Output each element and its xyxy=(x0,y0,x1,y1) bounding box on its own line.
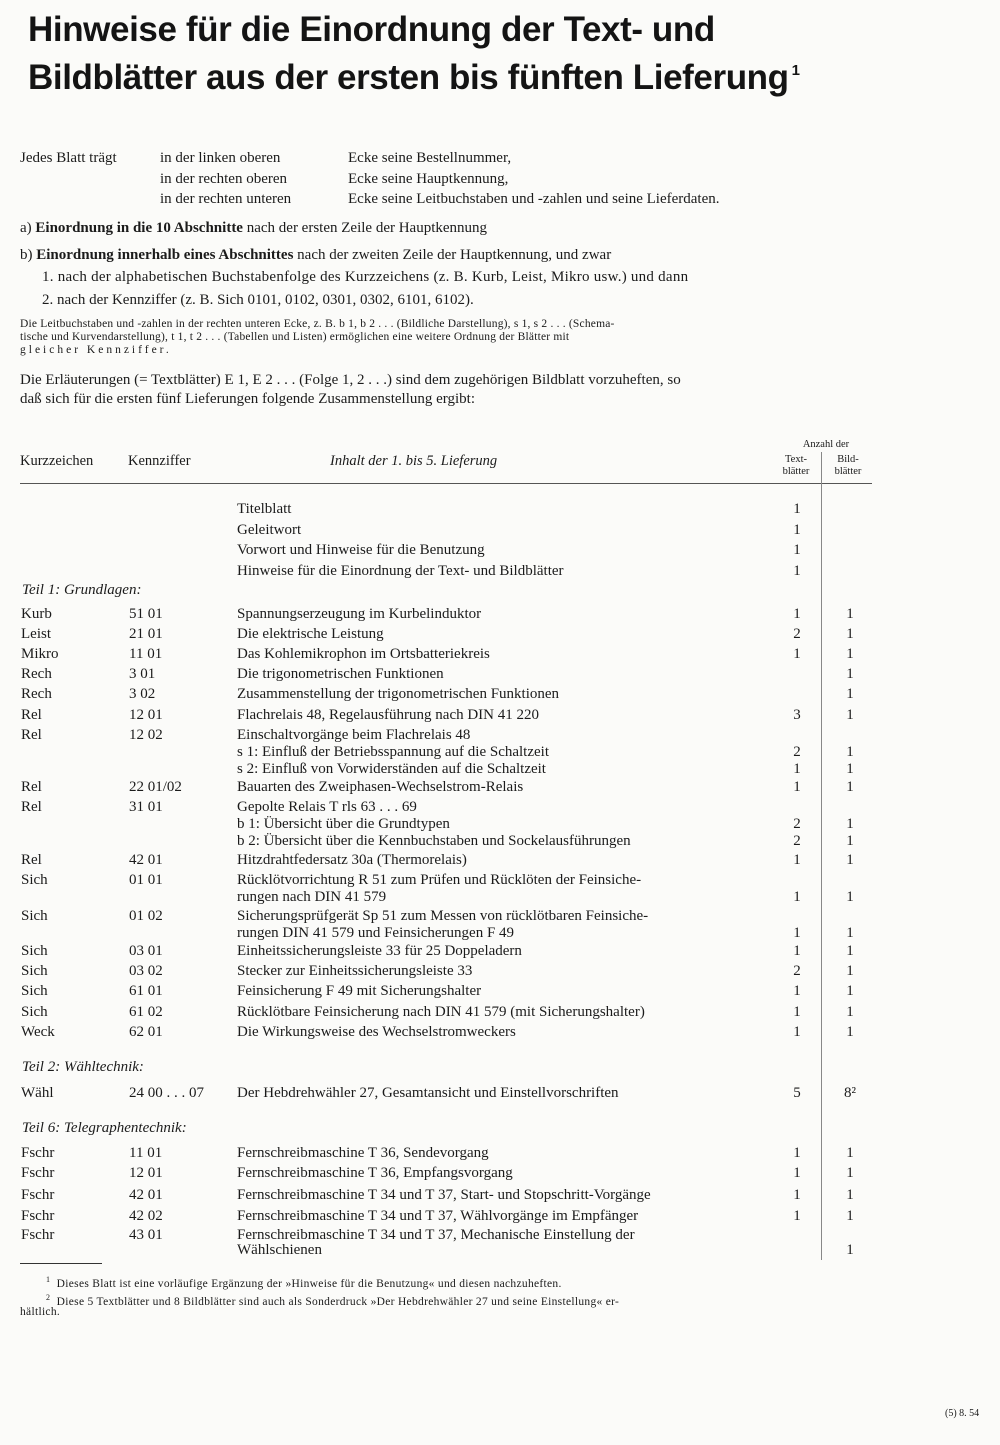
row-textblaetter: 1 xyxy=(793,943,801,959)
row-textblaetter: 1 xyxy=(793,522,801,538)
table-row xyxy=(0,1187,1000,1205)
row-textblaetter: 1 xyxy=(793,852,801,868)
col-header-text-2: blätter xyxy=(782,466,810,477)
row-bildblaetter: 1 xyxy=(846,983,854,999)
rule-b-bold: Einordnung innerhalb eines Abschnittes xyxy=(36,247,294,263)
table-row xyxy=(0,744,1000,762)
row-textblaetter: 1 xyxy=(793,646,801,662)
row-inhalt: Spannungserzeugung im Kurbelinduktor xyxy=(237,606,482,622)
table-row xyxy=(0,833,1000,851)
row-inhalt: b 2: Übersicht über die Kennbuchstaben und Sockelausführungen xyxy=(237,833,631,849)
table-row xyxy=(0,816,1000,834)
row-inhalt: Fernschreibmaschine T 34 und T 37, Mechanische Einstellung der xyxy=(237,1227,635,1243)
footnote-1-text: Dieses Blatt ist eine vorläufige Ergänzung der »Hinweise für die Benutzung« und diesen nachzuheften. xyxy=(56,1277,562,1290)
table-row xyxy=(0,1145,1000,1163)
row-kurzzeichen: Sich xyxy=(21,1004,48,1020)
row-bildblaetter: 1 xyxy=(846,833,854,849)
rule-a-text: nach der ersten Zeile der Hauptkennung xyxy=(246,220,488,236)
row-bildblaetter: 1 xyxy=(846,779,854,795)
row-kennziffer: 12 02 xyxy=(129,727,163,743)
row-inhalt: rungen nach DIN 41 579 xyxy=(237,889,387,905)
rule-b-1: 1. nach der alphabetischen Buchstabenfolge des Kurzzeichens (z. B. Kurb, Leist, Mikro usw.) und dann xyxy=(42,269,689,285)
row-inhalt: Vorwort und Hinweise für die Benutzung xyxy=(237,542,485,558)
table-row xyxy=(0,666,1000,684)
row-kennziffer: 11 01 xyxy=(129,646,163,662)
intro-line-1-text: Ecke seine Bestellnummer, xyxy=(348,150,512,166)
row-kennziffer: 31 01 xyxy=(129,799,163,815)
intro-lead: Jedes Blatt trägt xyxy=(20,150,117,166)
row-inhalt: Einheitssicherungsleiste 33 für 25 Doppeladern xyxy=(237,943,522,959)
row-kennziffer: 42 01 xyxy=(129,852,163,868)
row-kurzzeichen: Rech xyxy=(21,686,52,702)
table-row xyxy=(0,983,1000,1001)
footnote-1 xyxy=(46,1275,562,1290)
table-row xyxy=(0,522,1000,540)
row-inhalt: Fernschreibmaschine T 34 und T 37, Start- und Stopschritt-Vorgänge xyxy=(237,1187,651,1203)
row-bildblaetter: 1 xyxy=(846,686,854,702)
row-bildblaetter: 1 xyxy=(846,925,854,941)
col-header-bild-1: Bild- xyxy=(837,454,859,465)
rule-b-label: b) xyxy=(20,247,33,263)
footnote-rule xyxy=(20,1263,102,1264)
page-code: (5) 8. 54 xyxy=(945,1408,980,1419)
table-row xyxy=(0,626,1000,644)
row-inhalt: s 2: Einfluß von Vorwiderständen auf die Schaltzeit xyxy=(237,761,546,777)
row-bildblaetter: 1 xyxy=(846,1165,854,1181)
row-textblaetter: 2 xyxy=(793,833,801,849)
title-footnote-mark: 1 xyxy=(791,62,800,79)
row-kennziffer: 61 01 xyxy=(129,983,163,999)
row-inhalt: s 1: Einfluß der Betriebsspannung auf die Schaltzeit xyxy=(237,744,550,760)
row-textblaetter: 2 xyxy=(793,626,801,642)
row-kurzzeichen: Rel xyxy=(21,779,42,795)
explain-line-2: daß sich für die ersten fünf Lieferungen folgende Zusammenstellung ergibt: xyxy=(20,391,475,407)
table-row xyxy=(0,501,1000,519)
intro-line-3-pos: in der rechten unteren xyxy=(160,191,292,207)
table-row xyxy=(0,963,1000,981)
row-textblaetter: 1 xyxy=(793,889,801,905)
row-inhalt: Wählschienen xyxy=(237,1242,322,1258)
row-textblaetter: 1 xyxy=(793,1165,801,1181)
table-row xyxy=(0,943,1000,961)
row-inhalt: Gepolte Relais T rls 63 . . . 69 xyxy=(237,799,417,815)
row-inhalt: Das Kohlemikrophon im Ortsbatteriekreis xyxy=(237,646,490,662)
table-row xyxy=(0,799,1000,817)
row-textblaetter: 1 xyxy=(793,1187,801,1203)
row-bildblaetter: 1 xyxy=(846,1004,854,1020)
row-textblaetter: 1 xyxy=(793,925,801,941)
table-row xyxy=(0,1165,1000,1183)
row-kennziffer: 43 01 xyxy=(129,1227,163,1243)
row-textblaetter: 1 xyxy=(793,1004,801,1020)
row-kurzzeichen: Sich xyxy=(21,908,48,924)
rule-b-text: nach der zweiten Zeile der Hauptkennung, und zwar xyxy=(297,247,612,263)
row-bildblaetter: 1 xyxy=(846,707,854,723)
row-textblaetter: 1 xyxy=(793,542,801,558)
note-line-3: gleicher Kennziffer. xyxy=(20,344,172,356)
table-row xyxy=(0,686,1000,704)
explain-line-1: Die Erläuterungen (= Textblätter) E 1, E 2 . . . (Folge 1, 2 . . .) sind dem zugehörigen Bildblatt vorzuheften, so xyxy=(20,372,681,388)
row-kurzzeichen: Kurb xyxy=(21,606,52,622)
row-inhalt: Stecker zur Einheitssicherungsleiste 33 xyxy=(237,963,473,979)
row-kurzzeichen: Rel xyxy=(21,799,42,815)
row-kurzzeichen: Sich xyxy=(21,963,48,979)
row-kennziffer: 11 01 xyxy=(129,1145,163,1161)
row-bildblaetter: 1 xyxy=(846,606,854,622)
table-row xyxy=(0,872,1000,890)
rule-b-2: 2. nach der Kennziffer (z. B. Sich 0101, 0102, 0301, 0302, 6101, 6102). xyxy=(42,292,474,308)
table-row xyxy=(0,707,1000,725)
row-kennziffer: 12 01 xyxy=(129,707,163,723)
table-row xyxy=(0,1024,1000,1042)
row-bildblaetter: 1 xyxy=(846,963,854,979)
section-teil-6: Teil 6: Telegraphentechnik: xyxy=(22,1120,187,1136)
rule-a xyxy=(20,220,487,237)
col-header-text-1: Text- xyxy=(784,454,807,465)
row-inhalt: Fernschreibmaschine T 34 und T 37, Wählvorgänge im Empfänger xyxy=(237,1208,639,1224)
page-title-line-1: Hinweise für die Einordnung der Text- und xyxy=(28,10,715,49)
row-kennziffer: 61 02 xyxy=(129,1004,163,1020)
rule-a-bold: Einordnung in die 10 Abschnitte xyxy=(35,220,243,236)
col-header-bild-2: blätter xyxy=(834,466,862,477)
footnote-2-text: Diese 5 Textblätter und 8 Bildblätter sind auch als Sonderdruck »Der Hebdrehwähler 27 und seine Einstellung« er- xyxy=(56,1295,620,1308)
row-inhalt: Fernschreibmaschine T 36, Empfangsvorgang xyxy=(237,1165,513,1181)
table-row xyxy=(0,1085,1000,1103)
row-kurzzeichen: Fschr xyxy=(21,1187,55,1203)
row-inhalt: Geleitwort xyxy=(237,522,302,538)
row-kennziffer: 03 02 xyxy=(129,963,163,979)
row-textblaetter: 1 xyxy=(793,501,801,517)
row-kennziffer: 42 02 xyxy=(129,1208,163,1224)
table-row xyxy=(0,761,1000,779)
row-kennziffer: 42 01 xyxy=(129,1187,163,1203)
intro-line-2-text: Ecke seine Hauptkennung, xyxy=(348,171,509,187)
row-textblaetter: 1 xyxy=(793,563,801,579)
table-row xyxy=(0,563,1000,581)
row-textblaetter: 2 xyxy=(793,744,801,760)
row-bildblaetter: 1 xyxy=(846,943,854,959)
row-textblaetter: 1 xyxy=(793,1024,801,1040)
row-bildblaetter: 1 xyxy=(846,761,854,777)
row-kennziffer: 03 01 xyxy=(129,943,163,959)
row-kennziffer: 21 01 xyxy=(129,626,163,642)
row-kurzzeichen: Rel xyxy=(21,727,42,743)
row-inhalt: Einschaltvorgänge beim Flachrelais 48 xyxy=(237,727,471,743)
row-inhalt: b 1: Übersicht über die Grundtypen xyxy=(237,816,450,832)
row-inhalt: Rücklötbare Feinsicherung nach DIN 41 579 (mit Sicherungshalter) xyxy=(237,1004,645,1020)
note-line-2: tische und Kurvendarstellung), t 1, t 2 . . . (Tabellen und Listen) ermöglichen eine weitere Ordnung der Blätter mit xyxy=(20,331,570,343)
table-row xyxy=(0,779,1000,797)
section-teil-1: Teil 1: Grundlagen: xyxy=(22,582,142,598)
row-inhalt: Zusammenstellung der trigonometrischen Funktionen xyxy=(237,686,560,702)
table-row xyxy=(0,852,1000,870)
table-row xyxy=(0,908,1000,926)
row-kennziffer: 62 01 xyxy=(129,1024,163,1040)
table-row xyxy=(0,1242,1000,1260)
row-inhalt: Rücklötvorrichtung R 51 zum Prüfen und Rücklöten der Feinsiche- xyxy=(237,872,642,888)
row-bildblaetter: 1 xyxy=(846,666,854,682)
row-bildblaetter: 1 xyxy=(846,1208,854,1224)
table-row xyxy=(0,925,1000,943)
table-row xyxy=(0,542,1000,560)
col-header-anzahl: Anzahl der xyxy=(802,439,850,450)
row-bildblaetter: 1 xyxy=(846,626,854,642)
row-bildblaetter: 1 xyxy=(846,1242,854,1258)
row-inhalt: Hitzdrahtfedersatz 30a (Thermorelais) xyxy=(237,852,467,868)
row-kurzzeichen: Sich xyxy=(21,872,48,888)
row-kennziffer: 51 01 xyxy=(129,606,163,622)
row-kurzzeichen: Rel xyxy=(21,852,42,868)
table-row xyxy=(0,606,1000,624)
row-bildblaetter: 1 xyxy=(846,1024,854,1040)
section-teil-2: Teil 2: Wähltechnik: xyxy=(22,1059,144,1075)
row-textblaetter: 2 xyxy=(793,816,801,832)
footnote-2-cont: hältlich. xyxy=(20,1306,61,1318)
row-kurzzeichen: Fschr xyxy=(21,1165,55,1181)
row-inhalt: Die Wirkungsweise des Wechselstromweckers xyxy=(237,1024,516,1040)
row-inhalt: Bauarten des Zweiphasen-Wechselstrom-Relais xyxy=(237,779,524,795)
row-bildblaetter: 1 xyxy=(846,1187,854,1203)
row-textblaetter: 2 xyxy=(793,963,801,979)
row-inhalt: Sicherungsprüfgerät Sp 51 zum Messen von rücklötbaren Feinsiche- xyxy=(237,908,649,924)
row-kennziffer: 01 02 xyxy=(129,908,163,924)
row-bildblaetter: 1 xyxy=(846,889,854,905)
row-bildblaetter: 1 xyxy=(846,816,854,832)
row-inhalt: Feinsicherung F 49 mit Sicherungshalter xyxy=(237,983,482,999)
row-textblaetter: 1 xyxy=(793,983,801,999)
row-kennziffer: 01 01 xyxy=(129,872,163,888)
rule-a-label: a) xyxy=(20,220,32,236)
row-kurzzeichen: Fschr xyxy=(21,1208,55,1224)
col-header-inhalt: Inhalt der 1. bis 5. Lieferung xyxy=(330,453,498,469)
row-textblaetter: 5 xyxy=(793,1085,801,1101)
row-kurzzeichen: Rech xyxy=(21,666,52,682)
row-inhalt: Titelblatt xyxy=(237,501,292,517)
footnote-1-mark: 1 xyxy=(46,1275,51,1284)
row-kurzzeichen: Sich xyxy=(21,943,48,959)
row-textblaetter: 1 xyxy=(793,761,801,777)
row-bildblaetter: 1 xyxy=(846,646,854,662)
row-kurzzeichen: Sich xyxy=(21,983,48,999)
row-kennziffer: 12 01 xyxy=(129,1165,163,1181)
row-kurzzeichen: Fschr xyxy=(21,1227,55,1243)
row-kennziffer: 3 02 xyxy=(129,686,156,702)
row-kurzzeichen: Mikro xyxy=(21,646,59,662)
table-row xyxy=(0,1208,1000,1226)
row-kennziffer: 3 01 xyxy=(129,666,156,682)
row-textblaetter: 3 xyxy=(793,707,801,723)
table-row xyxy=(0,1004,1000,1022)
header-rule xyxy=(20,483,872,484)
table-row xyxy=(0,646,1000,664)
footnote-2 xyxy=(46,1293,619,1308)
row-kurzzeichen: Weck xyxy=(21,1024,55,1040)
intro-line-3-text: Ecke seine Leitbuchstaben und -zahlen und seine Lieferdaten. xyxy=(348,191,720,207)
row-inhalt: Die trigonometrischen Funktionen xyxy=(237,666,444,682)
row-kurzzeichen: Rel xyxy=(21,707,42,723)
row-kennziffer: 22 01/02 xyxy=(129,779,182,795)
row-bildblaetter: 1 xyxy=(846,744,854,760)
page-title-line-2-text: Bildblätter aus der ersten bis fünften Lieferung xyxy=(28,58,789,97)
row-inhalt: Der Hebdrehwähler 27, Gesamtansicht und Einstellvorschriften xyxy=(237,1085,619,1101)
row-inhalt: Flachrelais 48, Regelausführung nach DIN 41 220 xyxy=(237,707,540,723)
footnote-2-mark: 2 xyxy=(46,1293,51,1302)
row-inhalt: rungen DIN 41 579 und Feinsicherungen F 49 xyxy=(237,925,515,941)
row-textblaetter: 1 xyxy=(793,606,801,622)
row-textblaetter: 1 xyxy=(793,1208,801,1224)
col-header-kennziffer: Kennziffer xyxy=(128,453,191,469)
row-kurzzeichen: Wähl xyxy=(21,1085,54,1101)
row-kurzzeichen: Leist xyxy=(21,626,51,642)
row-textblaetter: 1 xyxy=(793,1145,801,1161)
page-title-line-2 xyxy=(28,58,800,98)
row-inhalt: Fernschreibmaschine T 36, Sendevorgang xyxy=(237,1145,489,1161)
intro-line-2-pos: in der rechten oberen xyxy=(160,171,288,187)
note-line-1: Die Leitbuchstaben und -zahlen in der rechten unteren Ecke, z. B. b 1, b 2 . . . (Bildliche Darstellung), s 1, s 2 . . . (Schema- xyxy=(20,318,615,330)
table-row xyxy=(0,889,1000,907)
col-header-kurzzeichen: Kurzzeichen xyxy=(20,453,94,469)
row-inhalt: Hinweise für die Einordnung der Text- und Bildblätter xyxy=(237,563,564,579)
intro-line-1-pos: in der linken oberen xyxy=(160,150,281,166)
row-kurzzeichen: Fschr xyxy=(21,1145,55,1161)
row-bildblaetter: 1 xyxy=(846,1145,854,1161)
row-bildblaetter: 1 xyxy=(846,852,854,868)
row-inhalt: Die elektrische Leistung xyxy=(237,626,384,642)
col-header-bild xyxy=(824,454,872,478)
rule-b xyxy=(20,247,611,264)
col-header-text xyxy=(772,454,820,478)
table-row xyxy=(0,727,1000,745)
row-bildblaetter: 8² xyxy=(844,1085,856,1101)
row-textblaetter: 1 xyxy=(793,779,801,795)
row-kennziffer: 24 00 . . . 07 xyxy=(129,1085,204,1101)
